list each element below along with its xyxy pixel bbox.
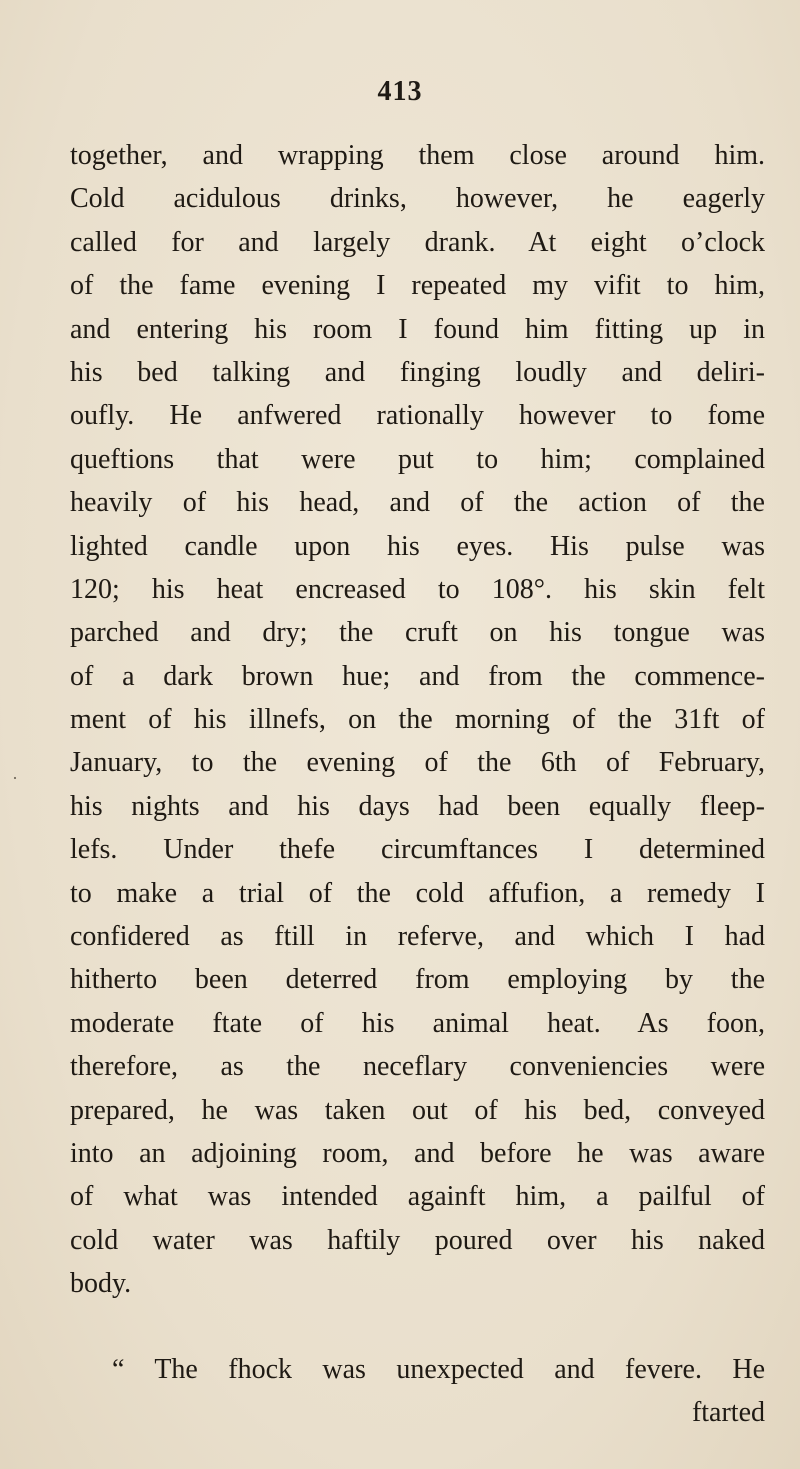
body-text	[70, 134, 765, 1434]
text-line: “ The fhock was unexpected and fevere. He	[112, 1353, 765, 1385]
text-line: ment of his illnefs, on the morning of the 31ft of	[70, 704, 765, 736]
text-line: of a dark brown hue; and from the commence-	[70, 660, 765, 692]
paragraph-gap	[70, 1306, 765, 1348]
text-line: therefore, as the neceflary conveniencies were	[70, 1051, 765, 1083]
text-line: heavily of his head, and of the action of the	[70, 487, 765, 519]
text-line: called for and largely drank. At eight o’clock	[70, 226, 765, 258]
text-line: to make a trial of the cold affufion, a remedy I	[70, 877, 765, 909]
text-line: oufly. He anfwered rationally however to fome	[70, 400, 765, 432]
text-line: of what was intended againft him, a pailful of	[70, 1181, 765, 1213]
text-line: body.	[70, 1268, 132, 1300]
text-line: lighted candle upon his eyes. His pulse was	[70, 530, 765, 562]
text-line: moderate ftate of his animal heat. As foon,	[70, 1007, 765, 1039]
text-line: and entering his room I found him fitting up in	[70, 313, 765, 345]
text-line: queftions that were put to him; complained	[70, 443, 765, 475]
text-line: parched and dry; the cruft on his tongue was	[70, 617, 765, 649]
text-line: hitherto been deterred from employing by the	[70, 964, 765, 996]
text-line: Cold acidulous drinks, however, he eagerly	[70, 183, 765, 215]
text-line: his bed talking and finging loudly and deliri-	[70, 356, 765, 388]
page-number: 413	[377, 76, 423, 107]
text-line: January, to the evening of the 6th of February,	[70, 747, 765, 779]
text-line: his nights and his days had been equally fleep-	[70, 790, 765, 822]
text-line: lefs. Under thefe circumftances I determined	[70, 834, 765, 866]
text-line: cold water was haftily poured over his naked	[70, 1224, 765, 1256]
text-line: into an adjoining room, and before he was aware	[70, 1137, 765, 1169]
text-line: 120; his heat encreased to 108°. his skin felt	[70, 573, 765, 605]
margin-mark: ·	[12, 768, 18, 788]
text-line: of the fame evening I repeated my vifit to him,	[70, 270, 765, 302]
text-line: confidered as ftill in referve, and which I had	[70, 921, 765, 953]
text-line: prepared, he was taken out of his bed, conveyed	[70, 1094, 765, 1126]
text-line: together, and wrapping them close around him.	[70, 140, 765, 171]
catchword: ftarted	[691, 1396, 765, 1428]
